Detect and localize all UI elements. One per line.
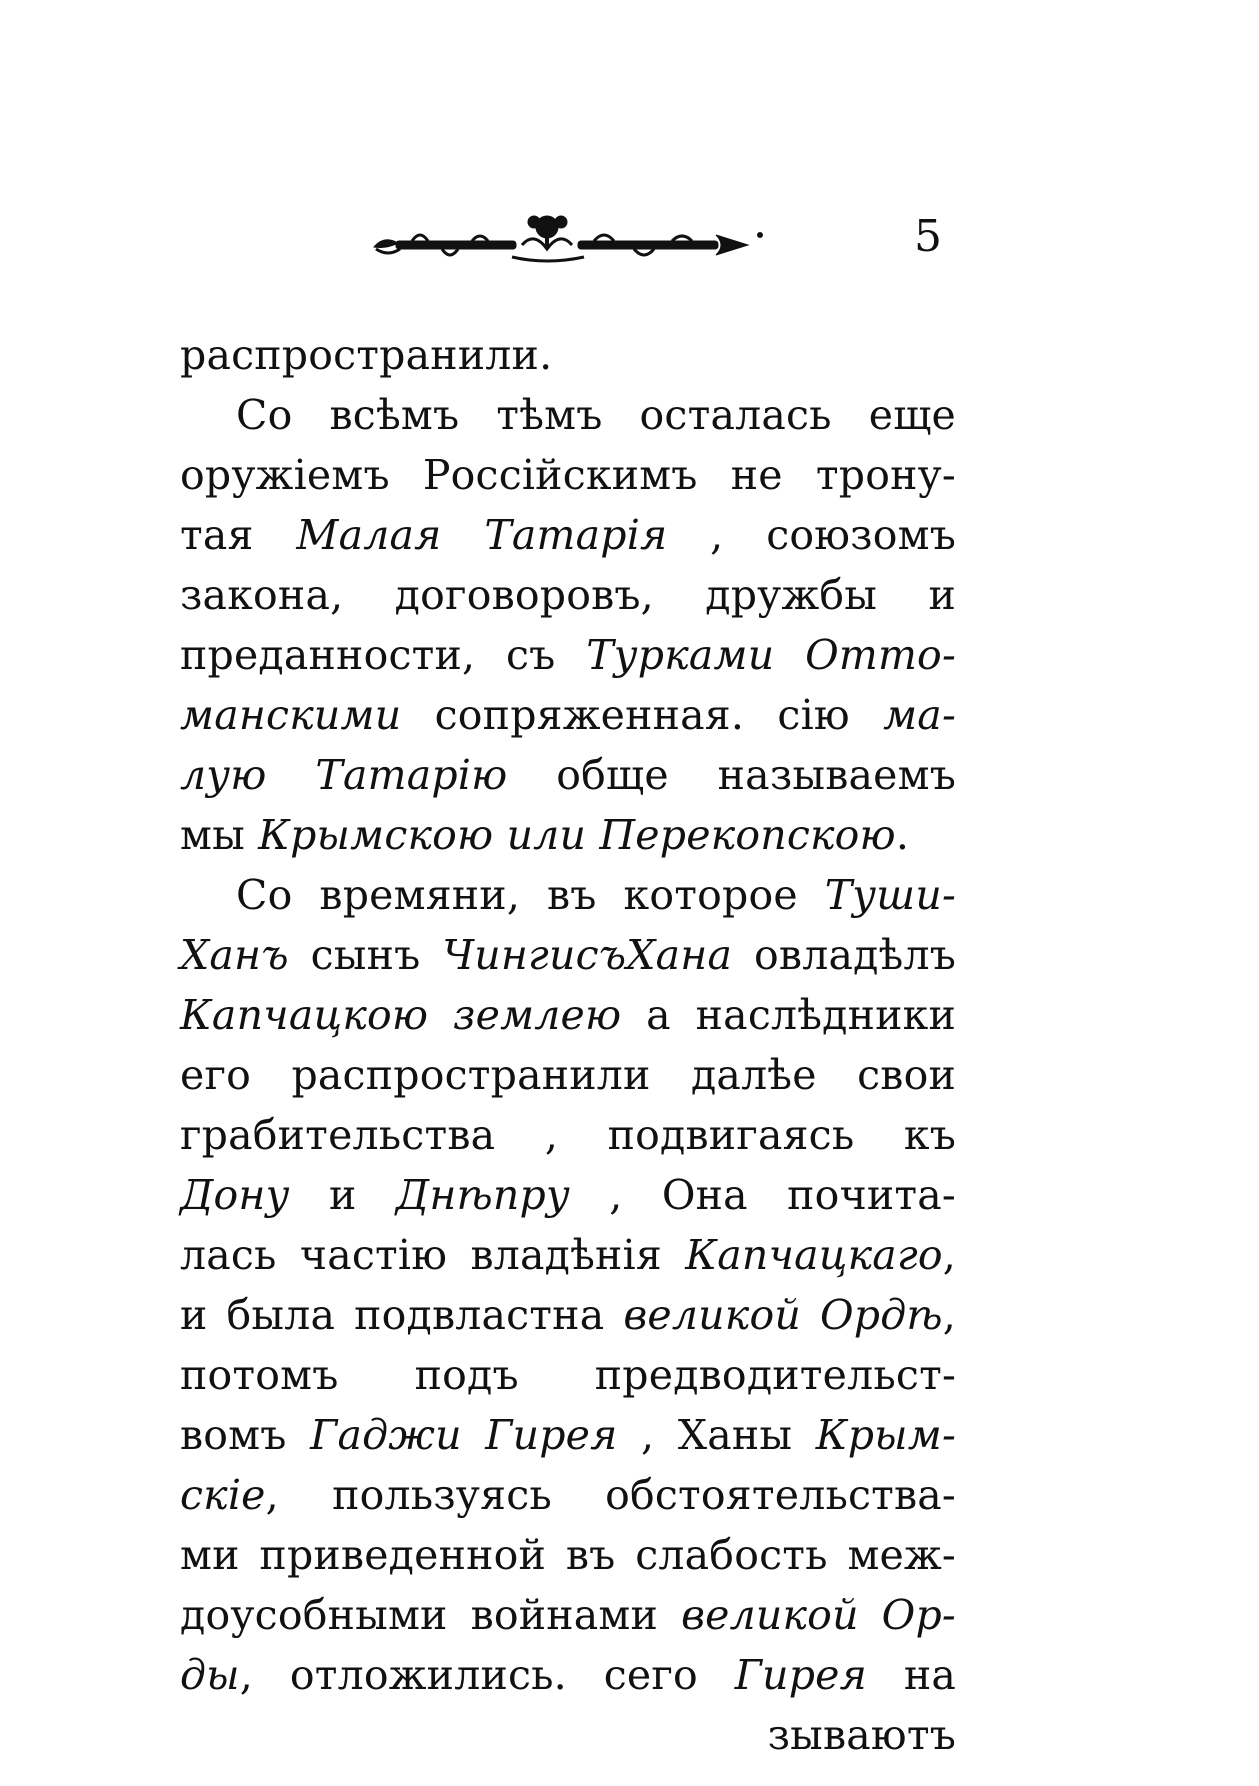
text-segment: лась частію владѣнія bbox=[180, 1231, 686, 1279]
text-segment: мы bbox=[180, 811, 259, 859]
text-segment: , Ханы bbox=[617, 1411, 816, 1459]
text-line bbox=[180, 745, 956, 805]
italic-text: манскими bbox=[180, 691, 402, 739]
text-line bbox=[180, 865, 956, 925]
text-segment: его распространили далѣе свои bbox=[180, 1051, 956, 1099]
text-line bbox=[180, 445, 956, 505]
text-segment: вомъ bbox=[180, 1411, 311, 1459]
text-line bbox=[180, 925, 956, 985]
text-line bbox=[180, 1225, 956, 1285]
text-segment: зываютъ bbox=[767, 1711, 956, 1759]
italic-text: Крым- bbox=[815, 1411, 956, 1459]
italic-text: великой Ор- bbox=[681, 1591, 956, 1639]
text-line bbox=[180, 1345, 956, 1405]
text-line bbox=[180, 625, 956, 685]
headpiece-ornament bbox=[372, 205, 767, 277]
text-line bbox=[180, 685, 956, 745]
text-segment: тая bbox=[180, 511, 297, 559]
text-segment: , bbox=[942, 1231, 956, 1279]
italic-text: ЧингисъХана bbox=[442, 931, 733, 979]
italic-text: Капчацкою землею bbox=[180, 991, 622, 1039]
italic-text: Крымскою или Перекопскою bbox=[258, 811, 896, 859]
text-line bbox=[180, 805, 956, 865]
text-segment: оружіемъ Россійскимъ не трону- bbox=[180, 451, 956, 499]
text-line bbox=[180, 1525, 956, 1585]
body-text bbox=[180, 325, 956, 1765]
text-segment: преданности, съ bbox=[180, 631, 587, 679]
text-segment: на bbox=[866, 1651, 956, 1699]
text-line bbox=[180, 1645, 956, 1705]
italic-text: Капчацкаго bbox=[685, 1231, 943, 1279]
italic-text: ды bbox=[180, 1651, 240, 1699]
page-number: 5 bbox=[914, 211, 942, 262]
text-segment: , bbox=[942, 1291, 956, 1339]
italic-text: скіе bbox=[180, 1471, 266, 1519]
text-segment: , Она почита- bbox=[569, 1171, 956, 1219]
text-segment: , союзомъ bbox=[667, 511, 956, 559]
italic-text: Дону bbox=[180, 1171, 290, 1219]
text-line bbox=[180, 1105, 956, 1165]
text-line bbox=[180, 1045, 956, 1105]
text-line bbox=[180, 1585, 956, 1645]
italic-text: Турками Отто- bbox=[586, 631, 956, 679]
text-segment: обще называемъ bbox=[507, 751, 956, 799]
italic-text: Малая Татарія bbox=[296, 511, 668, 559]
text-segment: Со всѣмъ тѣмъ осталась еще bbox=[236, 391, 956, 439]
text-segment: потомъ подъ предводительст- bbox=[180, 1351, 956, 1399]
italic-text: великой Ордѣ bbox=[623, 1291, 943, 1339]
italic-text: Ханъ bbox=[180, 931, 289, 979]
text-line bbox=[180, 1405, 956, 1465]
text-line bbox=[180, 1165, 956, 1225]
text-segment: сынъ bbox=[288, 931, 443, 979]
text-segment: , пользуясь обстоятельства- bbox=[265, 1471, 956, 1519]
text-line bbox=[180, 1285, 956, 1345]
italic-text: Днѣпру bbox=[395, 1171, 570, 1219]
text-segment: и bbox=[289, 1171, 396, 1219]
text-line bbox=[180, 985, 956, 1045]
text-line bbox=[180, 1705, 956, 1765]
text-segment: грабительства , подвигаясь къ bbox=[180, 1111, 956, 1159]
text-segment: сопряженная. сію bbox=[401, 691, 884, 739]
italic-text: Гирея bbox=[734, 1651, 867, 1699]
text-segment: доусобными войнами bbox=[180, 1591, 682, 1639]
text-segment: и была подвластна bbox=[180, 1291, 624, 1339]
text-line bbox=[180, 385, 956, 445]
italic-text: лую Татарію bbox=[180, 751, 508, 799]
text-segment: закона, договоровъ, дружбы и bbox=[180, 571, 956, 619]
italic-text: ма- bbox=[883, 691, 956, 739]
text-segment: распространили. bbox=[180, 331, 553, 379]
italic-text: Гаджи Гирея bbox=[310, 1411, 618, 1459]
text-line bbox=[180, 325, 956, 385]
text-line bbox=[180, 565, 956, 625]
text-line bbox=[180, 505, 956, 565]
text-segment: . bbox=[895, 811, 910, 859]
text-line bbox=[180, 1465, 956, 1525]
text-segment: Со времяни, въ которое bbox=[236, 871, 825, 919]
italic-text: Туши- bbox=[824, 871, 956, 919]
text-segment: ми приведенной въ слабость меж- bbox=[180, 1531, 956, 1579]
text-segment: , отложились. сего bbox=[239, 1651, 735, 1699]
text-segment: овладѣлъ bbox=[732, 931, 956, 979]
text-segment: а наслѣдники bbox=[621, 991, 956, 1039]
